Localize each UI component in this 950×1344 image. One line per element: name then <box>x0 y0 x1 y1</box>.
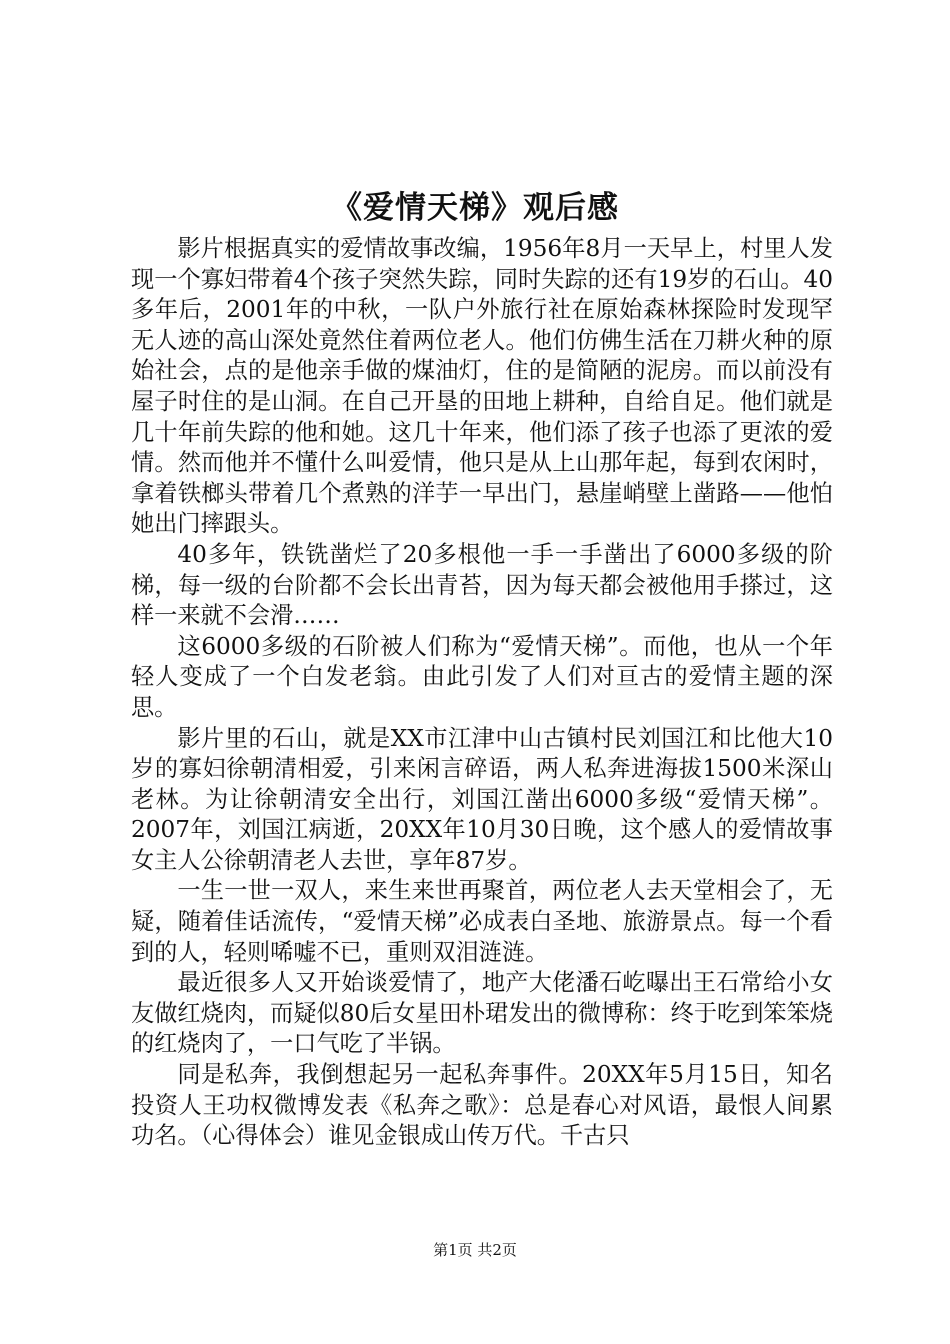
paragraph: 影片根据真实的爱情故事改编，1956年8月一天早上，村里人发现一个寡妇带着4个孩子突然失踪，同时失踪的还有19岁的石山。40多年后，2001年的中秋，一队户外旅行社在原始森林探险时发现罕无人迹的高山深处竟然住着两位老人。他们仿佛生活在刀耕火种的原始社会，点的是他亲手做的煤油灯，住的是简陋的泥房。而以前没有屋子时住的是山洞。在自己开垦的田地上耕种，自给自足。他们就是几十年前失踪的他和她。这几十年来，他们添了孩子也添了更浓的爱情。然而他并不懂什么叫爱情，他只是从上山那年起，每到农闲时，拿着铁榔头带着几个煮熟的洋芋一早出门，悬崖峭壁上凿路——他怕她出门摔跟头。 <box>131 235 833 538</box>
paragraph: 一生一世一双人，来生来世再聚首，两位老人去天堂相会了，无疑，随着佳话流传，“爱情天梯”必成表白圣地、旅游景点。每一个看到的人，轻则唏嘘不已，重则双泪涟涟。 <box>131 877 833 966</box>
article-body <box>131 234 833 1152</box>
page-footer: 第1页 共2页 <box>433 1241 517 1259</box>
paragraph: 40多年，铁铣凿烂了20多根他一手一手凿出了6000多级的阶梯，每一级的台阶都不会长出青苔，因为每天都会被他用手搽过，这样一来就不会滑…… <box>131 540 833 630</box>
paragraph: 最近很多人又开始谈爱情了，地产大佬潘石屹曝出王石常给小女友做红烧肉，而疑似80后女星田朴珺发出的微博称：终于吃到笨笨烧的红烧肉了，一口气吃了半锅。 <box>131 969 833 1058</box>
paragraph: 这6000多级的石阶被人们称为“爱情天梯”。而他，也从一个年轻人变成了一个白发老翁。由此引发了人们对亘古的爱情主题的深思。 <box>131 632 833 721</box>
page-title: 《爱情天梯》观后感 <box>331 190 619 226</box>
paragraph: 影片里的石山，就是XX市江津中山古镇村民刘国江和比他大10岁的寡妇徐朝清相爱，引来闲言碎语，两人私奔进海拔1500米深山老林。为让徐朝清安全出行，刘国江凿出6000多级“爱情天梯”。2007年，刘国江病逝，20XX年10月30日晚，这个感人的爱情故事女主人公徐朝清老人去世，享年87岁。 <box>131 724 833 874</box>
paragraph: 同是私奔，我倒想起另一起私奔事件。20XX年5月15日，知名投资人王功权微博发表《私奔之歌》：总是春心对风语，最恨人间累功名。（心得体会）谁见金银成山传万代。千古只 <box>131 1061 833 1150</box>
